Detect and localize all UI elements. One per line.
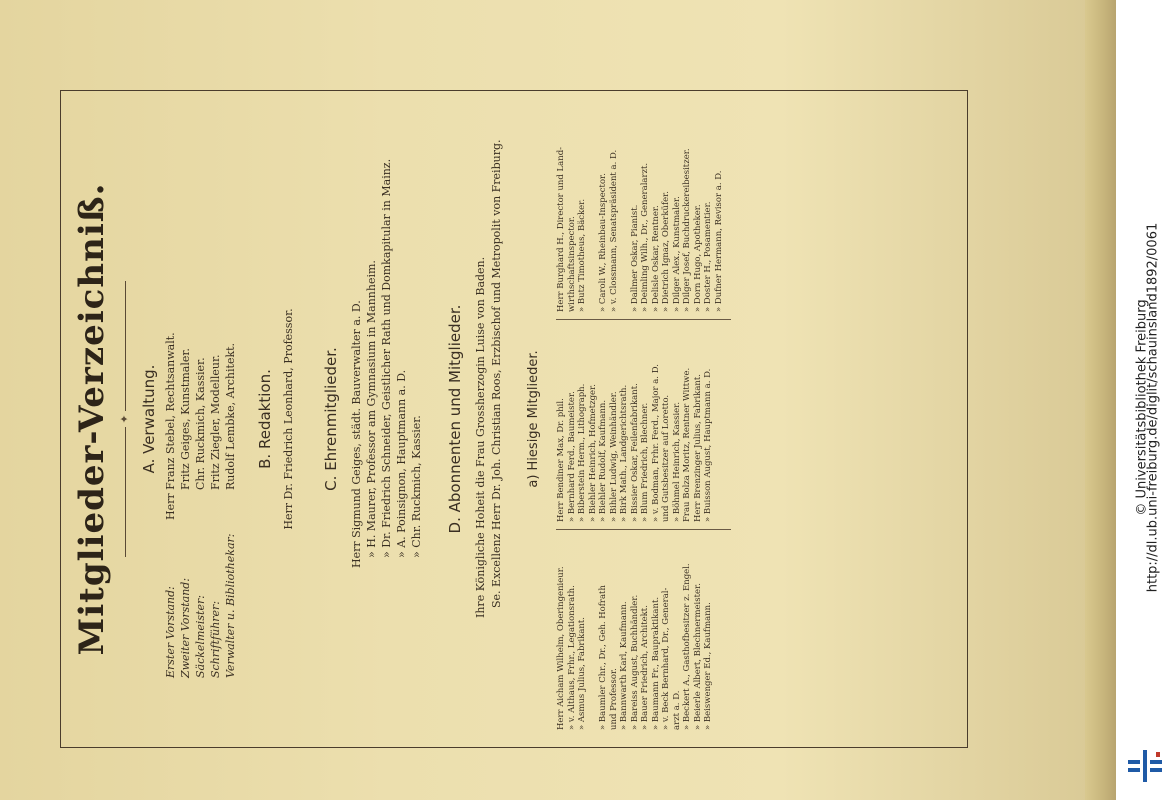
member-entry: » Dufner Hermann, Revisor a. D.	[713, 170, 724, 312]
member-entry: » v. Beck Bernhard, Dr., General-	[661, 587, 671, 730]
role-label: Verwalter u. Bibliothekar:	[224, 533, 237, 678]
member-entry: wirthschaftsinspector.	[566, 216, 577, 312]
member-entry: » Bihler Ludwig, Weinhändler.	[608, 391, 619, 522]
member-entry: » v. Clossmann, Senatspräsident a. D.	[608, 149, 619, 312]
member-entry: » Dorn Hugo, Apotheker.	[692, 204, 703, 312]
member-entry: Herr Burghard H., Director und Land-	[556, 146, 566, 312]
member-entry	[588, 120, 599, 312]
ehren-row: Herr Sigmund Geiges, städt. Bauverwalter a. D.	[350, 300, 363, 568]
member-entry: und Gutsbesitzer auf Loretto.	[661, 394, 671, 522]
member-entry: arzt a. D.	[671, 690, 682, 730]
column-divider	[556, 529, 731, 530]
member-entry: » Buisson August, Hauptmann a. D.	[703, 368, 713, 522]
ehren-row: » Dr. Friedrich Schneider, Geistlicher Rath und Domkapitular in Mainz.	[380, 158, 393, 558]
member-entry: » Baumler Chr., Dr., Geh. Hofrath	[598, 585, 608, 730]
abonnenten-row: Se. Excellenz Herr Dr. Joh. Christian Roos, Erzbischof und Metropolit von Freiburg.	[490, 139, 503, 608]
member-entry	[619, 120, 630, 312]
ehren-row: » A. Poinsignon, Hauptmann a. D.	[395, 369, 408, 558]
member-entry: » Butz Timotheus, Bäcker.	[577, 198, 587, 312]
member-entry: » Baumann Fr., Baupraktikant.	[650, 596, 661, 730]
member-entry	[588, 538, 599, 730]
member-entry: Herr Aicham Wilhelm, Oberingenieur.	[556, 566, 566, 730]
ehren-row: » H. Maurer, Professor am Gymnasium in Mannheim.	[365, 260, 378, 558]
sidebar	[1116, 0, 1174, 800]
member-entry: » Bareiss August, Buchhändler.	[629, 594, 640, 730]
person-name: Chr. Ruckmich, Kassier.	[194, 357, 207, 490]
member-entry: und Professor.	[608, 668, 619, 730]
role-label: Säckelmeister:	[194, 595, 207, 678]
member-entry: » Beckert A., Gasthofbesitzer z. Engel.	[682, 563, 692, 730]
member-entry: » Beiswenger Ed., Kaufmann.	[703, 602, 713, 730]
member-entry: » v. Bodman, Frhr. Ferd., Major a. D.	[650, 364, 661, 522]
person-name: Fritz Ziegler, Modelleur.	[209, 354, 222, 490]
members-column-2	[556, 330, 714, 522]
member-entry: » Böhmel Heinrich, Kassier.	[671, 401, 682, 522]
members-subheading: a) Hiesige Mitglieder.	[526, 350, 541, 488]
verwaltung-heading: A. Verwaltung.	[140, 364, 158, 474]
member-entry: » Bissier Oskar, Feilenfabrikant.	[629, 383, 640, 522]
member-entry: » Birk Math., Landgerichtsrath.	[619, 384, 629, 522]
member-entry: » Biehler Heinrich, Hofmetzger.	[587, 384, 598, 522]
page-title: Mitglieder-Verzeichniß.	[72, 182, 112, 656]
role-label: Erster Vorstand:	[164, 586, 177, 678]
ehren-row: » Chr. Ruckmich, Kassier.	[410, 415, 423, 558]
member-entry: » Blum Friedrich, Blechner.	[640, 402, 650, 522]
member-entry: Herr Brenzinger Julius, Fabrikant.	[692, 374, 703, 522]
library-logo-icon	[1126, 748, 1166, 784]
members-column-1	[556, 538, 714, 730]
member-entry: » Dilger Alex., Kunstmaler.	[671, 196, 682, 312]
role-label: Schriftführer:	[209, 600, 222, 678]
member-entry: » Dilger Josef, Buchdruckereibesitzer.	[682, 148, 692, 312]
redaktion-heading: B. Redaktion.	[256, 369, 274, 469]
page-content	[60, 90, 968, 748]
abonnenten-heading: D. Abonnenten und Mitglieder.	[446, 304, 464, 534]
member-entry: » Bernhard Ferd., Baumeister.	[566, 391, 577, 522]
page-gutter	[1085, 0, 1116, 800]
role-label: Zweiter Vorstand:	[179, 577, 192, 678]
column-divider	[556, 319, 731, 320]
member-entry: » Bauer Friedrich, Architekt.	[640, 605, 650, 730]
member-entry: » Caroli W., Rheinbau-Inspector.	[598, 173, 608, 312]
title-ornament: ✦	[118, 90, 131, 748]
ehren-heading: C. Ehrenmitglieder.	[322, 347, 340, 491]
person-name: Herr Franz Stebel, Rechtsanwalt.	[164, 332, 177, 520]
member-entry: Herr Bendiner Max, Dr. phil.	[556, 398, 566, 522]
abonnenten-row: Ihre Königliche Hoheit die Frau Grossherzogin Luise von Baden.	[474, 256, 487, 618]
person-name: Fritz Geiges, Kunstmaler.	[179, 348, 192, 490]
member-entry: » Doster H., Posamentier.	[703, 201, 713, 312]
rotated-page	[60, 90, 968, 748]
member-entry: » Delisle Oskar, Rentner.	[650, 205, 661, 312]
copyright-notice: © Universitätsbibliothek Freiburg	[1134, 299, 1150, 516]
member-entry: » Biehler Rudolf, Kaufmann.	[598, 399, 608, 522]
members-column-3	[556, 120, 724, 312]
member-entry: » Deimling Wilh., Dr., Generalarzt.	[640, 162, 650, 312]
person-name: Rudolf Lembke, Architekt.	[224, 342, 237, 490]
member-entry: » Bannwarth Karl, Kaufmann.	[619, 601, 629, 730]
member-entry: » Beierle Albert, Blechnermeister.	[692, 583, 703, 730]
member-entry: Frau Bolza Moritz, Rentner Wittwe.	[682, 367, 692, 522]
member-entry: » Dallmer Oskar, Pianist.	[629, 204, 640, 312]
member-entry: » Biberstein Herm., Lithograph.	[577, 383, 587, 522]
member-entry: » v. Althaus, Frhr., Legationsrath.	[566, 585, 577, 730]
member-entry: » Dietrich Ignaz, Oberküfer.	[661, 191, 671, 312]
member-entry: » Asmus Julius, Fabrikant.	[577, 617, 587, 730]
redaktion-text: Herr Dr. Friedrich Leonhard, Professor.	[282, 308, 295, 530]
source-url[interactable]: http://dl.ub.uni-freiburg.de/diglit/schauinsland1892/0061	[1145, 222, 1161, 593]
